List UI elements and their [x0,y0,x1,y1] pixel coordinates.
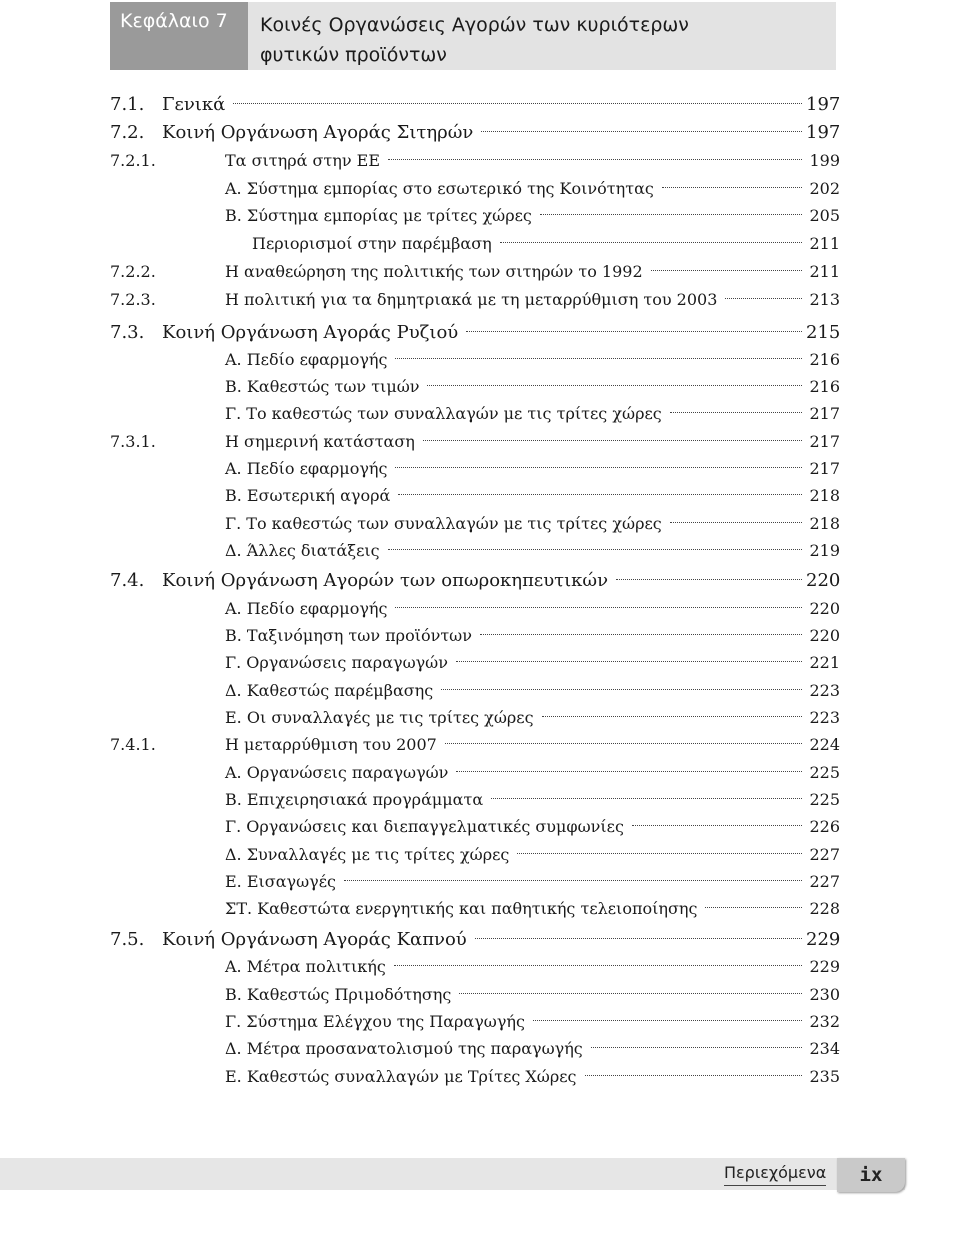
toc-entry-page: 220 [809,626,840,645]
toc-entry-title-wrap [225,1065,808,1089]
toc-entry-title: Γ. Σύστημα Ελέγχου της Παραγωγής [225,1012,525,1031]
toc-entry-title: Α. Πεδίο εφαρμογής [225,459,388,478]
dot-leader [616,579,802,580]
toc-entry-page: 218 [809,486,840,505]
toc-entry-title-wrap [225,348,808,372]
dot-leader [540,214,802,215]
toc-entry[interactable] [0,484,960,508]
toc-entry[interactable] [0,897,960,921]
toc-entry-page: 230 [809,985,840,1004]
toc-entry[interactable] [0,651,960,675]
toc-entry-page: 211 [809,262,840,281]
toc-entry-title: Κοινή Οργάνωση Αγοράς Ρυζιού [162,322,459,343]
toc-entry-title-wrap [225,788,808,812]
dot-leader [459,993,802,994]
toc-entry-page: 223 [809,708,840,727]
toc-entry-number: 7.2.2. [110,262,156,281]
toc-entry-page: 197 [806,122,841,143]
toc-entry-title-wrap [162,569,808,593]
toc-entry-page: 227 [809,845,840,864]
toc-entry-title-wrap [225,955,808,979]
toc-entry-title: Κοινή Οργάνωση Αγοράς Σιτηρών [162,122,474,143]
toc-entry-title-wrap [162,928,808,952]
toc-entry-page: 213 [809,290,840,309]
toc-entry-title: Α. Οργανώσεις παραγωγών [225,763,449,782]
toc-entry[interactable] [0,375,960,399]
toc-entry-title-wrap [225,761,808,785]
dot-leader [466,331,802,332]
chapter-title-line1: Κοινές Οργανώσεις Αγορών των κυριότερων [260,14,689,36]
toc-entry[interactable] [0,624,960,648]
toc-entry-page: 235 [809,1067,840,1086]
toc-entry-page: 216 [809,350,840,369]
dot-leader [445,743,802,744]
toc-entry[interactable] [0,761,960,785]
toc-entry[interactable] [0,1010,960,1034]
dot-leader [480,634,802,635]
toc-entry-title-wrap [225,402,808,426]
toc-entry-page: 221 [809,653,840,672]
footer-section-label: Περιεχόμενα [724,1162,826,1186]
toc-entry-title: Κοινή Οργάνωση Αγορών των οπωροκηπευτικών [162,570,609,591]
toc-entry[interactable] [0,870,960,894]
toc-entry-title: Τα σιτηρά στην ΕΕ [225,151,381,170]
toc-entry-page: 197 [806,94,841,115]
toc-entry[interactable] [0,348,960,372]
toc-entry[interactable] [0,204,960,228]
toc-entry-title-wrap [225,260,808,284]
toc-entry-title-wrap [225,430,808,454]
toc-entry-page: 211 [809,234,840,253]
toc-entry-title-wrap [225,288,808,312]
toc-entry-page: 226 [809,817,840,836]
dot-leader [585,1075,803,1076]
dot-leader [591,1047,802,1048]
toc-entry-page: 216 [809,377,840,396]
dot-leader [491,798,802,799]
toc-entry-page: 217 [809,404,840,423]
toc-entry[interactable] [0,321,960,345]
dot-leader [456,661,802,662]
toc-entry-title-wrap [225,733,808,757]
toc-entry-title-wrap [162,121,808,145]
toc-entry-title: Η αναθεώρηση της πολιτικής των σιτηρών το 1992 [225,262,643,281]
toc-entry-page: 215 [806,322,841,343]
toc-entry[interactable] [0,402,960,426]
toc-entry[interactable] [0,430,960,454]
toc-entry-title-wrap [225,512,808,536]
dot-leader [632,825,802,826]
toc-entry-title-wrap [225,149,808,173]
toc-entry-title-wrap [225,983,808,1007]
toc-entry-page: 205 [809,206,840,225]
toc-entry-title-wrap [225,624,808,648]
toc-entry-title: Β. Επιχειρησιακά προγράμματα [225,790,484,809]
chapter-header [110,2,836,70]
toc-entry[interactable] [0,597,960,621]
dot-leader [398,494,802,495]
toc-entry-number: 7.5. [110,929,145,950]
toc-entry[interactable] [0,983,960,1007]
toc-entry-title: Η μεταρρύθμιση του 2007 [225,735,437,754]
toc-entry[interactable] [0,679,960,703]
toc-entry-page: 218 [809,514,840,533]
toc-entry[interactable] [0,93,960,117]
toc-entry-title: Β. Καθεστώς των τιμών [225,377,420,396]
toc-entry-page: 232 [809,1012,840,1031]
toc-entry[interactable] [0,457,960,481]
toc-entry-page: 225 [809,763,840,782]
toc-entry-title: Η σημερινή κατάσταση [225,432,415,451]
chapter-label [110,2,248,70]
dot-leader [427,385,802,386]
toc-entry-title: Δ. Καθεστώς παρέμβασης [225,681,434,700]
toc-entry-title: Α. Μέτρα πολιτικής [225,957,386,976]
toc-entry-title: Γ. Το καθεστώς των συναλλαγών με τις τρίτες χώρες [225,514,662,533]
toc-entry-title-wrap [225,679,808,703]
toc-entry[interactable] [0,288,960,312]
toc-entry-title: Ε. Καθεστώς συναλλαγών με Τρίτες Χώρες [225,1067,577,1086]
toc-entry-page: 227 [809,872,840,891]
toc-entry-page: 229 [806,929,841,950]
dot-leader [670,412,802,413]
toc-entry-number: 7.3.1. [110,432,156,451]
toc-entry-title-wrap [225,484,808,508]
toc-entry-title: Η πολιτική για τα δημητριακά με τη μεταρρύθμιση του 2003 [225,290,718,309]
toc-entry-title: Ε. Οι συναλλαγές με τις τρίτες χώρες [225,708,534,727]
toc-entry-title: Γ. Οργανώσεις και διεπαγγελματικές συμφωνίες [225,817,624,836]
toc-entry-page: 202 [809,179,840,198]
toc-entry-title-wrap [225,204,808,228]
toc-entry-page: 219 [809,541,840,560]
toc-entry-page: 228 [809,899,840,918]
toc-entry[interactable] [0,788,960,812]
toc-entry-title-wrap [225,177,808,201]
dot-leader [395,467,802,468]
toc-entry-title: Β. Εσωτερική αγορά [225,486,391,505]
toc-entry[interactable] [0,149,960,173]
dot-leader [395,358,802,359]
dot-leader [441,689,802,690]
chapter-label-text: Κεφάλαιο 7 [120,10,228,32]
toc-entry-number: 7.4. [110,570,145,591]
toc-entry[interactable] [0,232,960,256]
toc-entry-number: 7.2.1. [110,151,156,170]
toc-entry[interactable] [0,121,960,145]
dot-leader [533,1020,802,1021]
toc-entry[interactable] [0,512,960,536]
toc-entry-page: 220 [806,570,841,591]
toc-entry-page: 225 [809,790,840,809]
toc-entry-title: Β. Καθεστώς Πριμοδότησης [225,985,452,1004]
toc-entry[interactable] [0,177,960,201]
dot-leader [705,907,802,908]
toc-entry-title: Α. Πεδίο εφαρμογής [225,599,388,618]
toc-entry[interactable] [0,733,960,757]
toc-entry[interactable] [0,955,960,979]
toc-entry-title-wrap [252,232,808,256]
toc-entry-title-wrap [225,539,808,563]
toc-entry-title: Κοινή Οργάνωση Αγοράς Καπνού [162,929,467,950]
dot-leader [670,522,802,523]
dot-leader [388,159,802,160]
dot-leader [233,103,802,104]
page-number: ix [859,1164,883,1186]
toc-entry-title-wrap [225,870,808,894]
toc-entry-title-wrap [225,1037,808,1061]
toc-entry-title-wrap [225,815,808,839]
toc-entry-title: Δ. Συναλλαγές με τις τρίτες χώρες [225,845,510,864]
toc-entry[interactable] [0,706,960,730]
chapter-title [260,10,820,70]
toc-entry-title: Δ. Μέτρα προσανατολισμού της παραγωγής [225,1039,583,1058]
toc-entry-title-wrap [225,843,808,867]
toc-entry-title: Γενικά [162,94,226,115]
toc-entry[interactable] [0,1065,960,1089]
toc-entry-title-wrap [225,1010,808,1034]
toc-entry[interactable] [0,1037,960,1061]
toc-entry-page: 220 [809,599,840,618]
toc-entry[interactable] [0,539,960,563]
toc-entry-title-wrap [225,651,808,675]
dot-leader [542,716,802,717]
toc-entry-title-wrap [225,597,808,621]
toc-entry-page: 229 [809,957,840,976]
toc-entry-title-wrap [225,706,808,730]
dot-leader [388,549,802,550]
toc-entry-title: Γ. Το καθεστώς των συναλλαγών με τις τρίτες χώρες [225,404,662,423]
toc-entry[interactable] [0,569,960,593]
toc-entry-title: Ε. Εισαγωγές [225,872,336,891]
dot-leader [344,880,802,881]
toc-entry-title-wrap [225,375,808,399]
toc-entry-page: 217 [809,432,840,451]
toc-entry[interactable] [0,260,960,284]
toc-entry-title: Α. Πεδίο εφαρμογής [225,350,388,369]
dot-leader [517,853,802,854]
toc-entry-page: 199 [809,151,840,170]
toc-entry-title-wrap [225,897,808,921]
toc-entry-title-wrap [225,457,808,481]
dot-leader [662,187,802,188]
toc-entry-title-wrap [162,93,808,117]
toc-entry[interactable] [0,815,960,839]
toc-entry-title: ΣΤ. Καθεστώτα ενεργητικής και παθητικής τελειοποίησης [225,899,698,918]
dot-leader [725,298,802,299]
toc-entry-title: Περιορισμοί στην παρέμβαση [252,234,492,253]
toc-entry-title: Δ. Άλλες διατάξεις [225,541,380,560]
dot-leader [651,270,802,271]
dot-leader [394,965,802,966]
toc-entry-page: 224 [809,735,840,754]
dot-leader [500,242,802,243]
toc-entry-title: Α. Σύστημα εμπορίας στο εσωτερικό της Κοινότητας [225,179,654,198]
dot-leader [456,771,802,772]
toc-entry-page: 234 [809,1039,840,1058]
toc-entry-number: 7.2. [110,122,145,143]
toc-entry-title: Γ. Οργανώσεις παραγωγών [225,653,448,672]
toc-entry-title: Β. Ταξινόμηση των προϊόντων [225,626,472,645]
toc-entry[interactable] [0,928,960,952]
toc-entry-number: 7.2.3. [110,290,156,309]
dot-leader [423,440,802,441]
chapter-title-line2: φυτικών προϊόντων [260,44,447,66]
toc-entry-title: Β. Σύστημα εμπορίας με τρίτες χώρες [225,206,532,225]
toc-entry-number: 7.4.1. [110,735,156,754]
dot-leader [481,131,802,132]
toc-entry-page: 223 [809,681,840,700]
toc-entry-title-wrap [162,321,808,345]
toc-entry-number: 7.3. [110,322,145,343]
dot-leader [395,607,802,608]
toc-entry-number: 7.1. [110,94,145,115]
dot-leader [475,938,802,939]
toc-entry[interactable] [0,843,960,867]
toc-entry-page: 217 [809,459,840,478]
